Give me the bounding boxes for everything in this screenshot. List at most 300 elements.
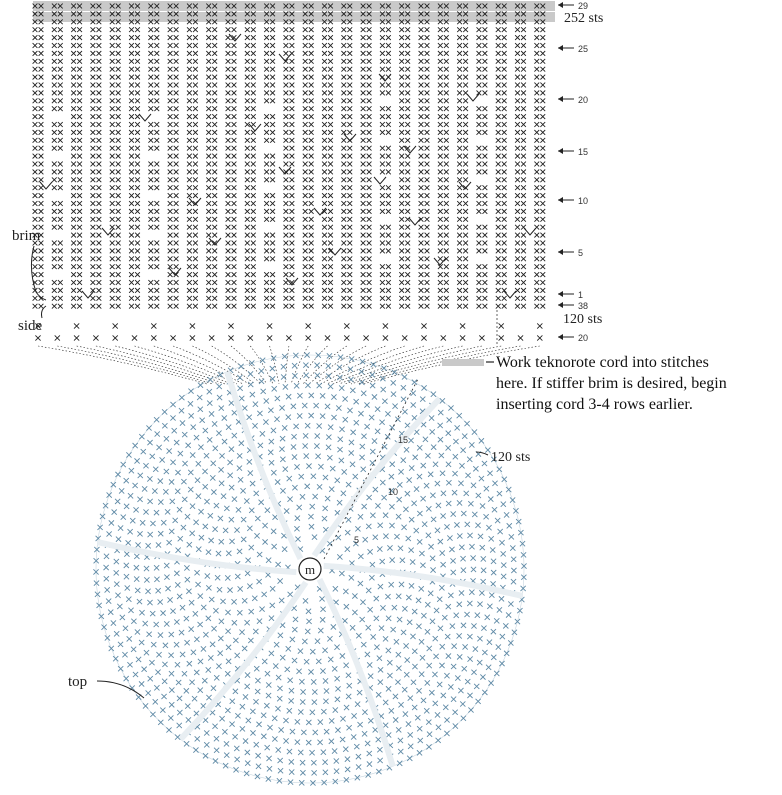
stitch-x-icon <box>251 146 256 151</box>
stitch-x-icon <box>419 114 424 119</box>
top-stitch-icon <box>304 453 309 458</box>
top-stitch-icon <box>280 488 285 493</box>
stitch-x-icon <box>226 106 231 111</box>
stitch-x-icon <box>399 130 404 135</box>
stitch-x-icon <box>168 296 173 301</box>
stitch-x-icon <box>457 162 462 167</box>
stitch-x-icon <box>425 177 430 182</box>
stitch-x-icon <box>212 256 217 261</box>
top-stitch-icon <box>397 617 402 622</box>
stitch-x-icon <box>322 122 327 127</box>
stitch-x-icon <box>264 201 269 206</box>
stitch-x-icon <box>148 27 153 32</box>
stitch-x-icon <box>206 83 211 88</box>
stitch-x-icon <box>33 106 38 111</box>
top-stitch-icon <box>341 491 346 496</box>
top-stitch-icon <box>294 424 299 429</box>
stitch-x-icon <box>251 170 256 175</box>
top-stitch-icon <box>213 758 218 763</box>
stitch-x-icon <box>347 27 352 32</box>
arrow-20-left-arrow-icon <box>558 96 574 102</box>
stitch-x-icon <box>71 122 76 127</box>
stitch-x-icon <box>483 288 488 293</box>
stitch-x-icon <box>444 249 449 254</box>
top-stitch-icon <box>319 596 324 601</box>
stitch-x-icon <box>341 122 346 127</box>
top-stitch-icon <box>243 738 248 743</box>
stitch-x-icon <box>303 264 308 269</box>
top-stitch-icon <box>383 723 388 728</box>
stitch-x-icon <box>154 138 159 143</box>
stitch-x-icon <box>148 170 153 175</box>
top-stitch-icon <box>439 663 444 668</box>
stitch-x-icon <box>367 35 372 40</box>
row-number-38: 38 <box>578 301 589 311</box>
stitch-x-icon <box>168 193 173 198</box>
top-stitch-icon <box>461 568 466 573</box>
top-stitch-icon <box>177 723 182 728</box>
stitch-x-icon <box>347 177 352 182</box>
stitch-x-icon <box>232 201 237 206</box>
stitch-x-icon <box>270 114 275 119</box>
top-stitch-icon <box>154 685 159 690</box>
stitch-x-icon <box>91 51 96 56</box>
stitch-x-icon <box>284 288 289 293</box>
stitch-x-icon <box>168 170 173 175</box>
stitch-x-icon <box>328 83 333 88</box>
stitch-x-icon <box>270 162 275 167</box>
stitch-x-icon <box>383 323 388 328</box>
stitch-x-icon <box>457 241 462 246</box>
top-stitch-icon <box>423 437 428 442</box>
stitch-x-icon <box>270 233 275 238</box>
top-stitch-icon <box>508 601 513 606</box>
stitch-x-icon <box>405 51 410 56</box>
stitch-x-icon <box>116 225 121 230</box>
top-stitch-icon <box>355 526 360 531</box>
top-stitch-icon <box>227 460 232 465</box>
top-stitch-icon <box>303 598 308 603</box>
top-stitch-icon <box>309 750 314 755</box>
stitch-x-icon <box>77 233 82 238</box>
stitch-x-icon <box>399 27 404 32</box>
top-stitch-icon <box>279 447 284 452</box>
top-stitch-icon <box>350 462 355 467</box>
stitch-x-icon <box>303 130 308 135</box>
stitch-x-icon <box>367 288 372 293</box>
increase-icon <box>102 228 114 235</box>
stitch-x-icon <box>361 146 366 151</box>
stitch-x-icon <box>502 256 507 261</box>
stitch-x-icon <box>206 138 211 143</box>
top-stitch-icon <box>484 514 489 519</box>
stitch-x-icon <box>325 335 330 340</box>
stitch-x-icon <box>245 209 250 214</box>
top-stitch-icon <box>225 708 230 713</box>
top-stitch-icon <box>242 646 247 651</box>
top-stitch-icon <box>217 395 222 400</box>
stitch-x-icon <box>540 59 545 64</box>
stitch-x-icon <box>284 75 289 80</box>
top-stitch-icon <box>434 608 439 613</box>
stitch-x-icon <box>496 209 501 214</box>
stitch-x-icon <box>534 177 539 182</box>
stitch-x-icon <box>116 75 121 80</box>
stitch-x-icon <box>463 177 468 182</box>
top-stitch-icon <box>396 727 401 732</box>
stitch-x-icon <box>168 75 173 80</box>
row-number-20: 20 <box>578 95 589 105</box>
stitch-x-icon <box>438 288 443 293</box>
stitch-x-icon <box>303 98 308 103</box>
stitch-x-icon <box>232 138 237 143</box>
stitch-x-icon <box>463 51 468 56</box>
stitch-x-icon <box>419 67 424 72</box>
top-stitch-icon <box>285 667 290 672</box>
top-stitch-icon <box>146 425 151 430</box>
top-stitch-icon <box>249 609 254 614</box>
top-stitch-icon <box>204 453 209 458</box>
stitch-x-icon <box>77 27 82 32</box>
stitch-x-icon <box>341 106 346 111</box>
stitch-x-icon <box>303 185 308 190</box>
stitch-x-icon <box>444 51 449 56</box>
top-stitch-icon <box>318 628 323 633</box>
top-stitch-icon <box>417 539 422 544</box>
stitch-x-icon <box>341 264 346 269</box>
stitch-x-icon <box>540 201 545 206</box>
stitch-x-icon <box>405 130 410 135</box>
stitch-x-icon <box>419 264 424 269</box>
stitch-x-icon <box>303 249 308 254</box>
top-stitch-icon <box>276 675 281 680</box>
top-stitch-icon <box>169 529 174 534</box>
top-stitch-icon <box>356 764 361 769</box>
stitch-x-icon <box>245 225 250 230</box>
stitch-x-icon <box>347 225 352 230</box>
stitch-x-icon <box>444 296 449 301</box>
stitch-x-icon <box>193 43 198 48</box>
top-stitch-icon <box>274 417 279 422</box>
stitch-x-icon <box>251 27 256 32</box>
stitch-x-icon <box>477 43 482 48</box>
stitch-x-icon <box>477 249 482 254</box>
stitch-x-icon <box>77 59 82 64</box>
top-stitch-icon <box>425 680 430 685</box>
stitch-x-icon <box>496 130 501 135</box>
stitch-x-icon <box>193 162 198 167</box>
top-stitch-icon <box>437 597 442 602</box>
stitch-x-icon <box>174 280 179 285</box>
top-stitch-icon <box>142 486 147 491</box>
stitch-x-icon <box>457 98 462 103</box>
stitch-x-icon <box>540 225 545 230</box>
stitch-x-icon <box>212 170 217 175</box>
arrow-25-left-arrow-icon <box>558 45 574 51</box>
top-stitch-icon <box>235 574 240 579</box>
stitch-x-icon <box>174 138 179 143</box>
top-stitch-icon <box>201 646 206 651</box>
stitch-x-icon <box>71 59 76 64</box>
stitch-x-icon <box>425 51 430 56</box>
stitch-x-icon <box>502 162 507 167</box>
stitch-x-icon <box>361 67 366 72</box>
top-stitch-icon <box>487 471 492 476</box>
stitch-x-icon <box>419 27 424 32</box>
top-stitch-icon <box>361 467 366 472</box>
stitch-x-icon <box>264 98 269 103</box>
stitch-x-icon <box>264 177 269 182</box>
stitch-x-icon <box>135 241 140 246</box>
stitch-x-icon <box>187 256 192 261</box>
top-stitch-icon <box>297 505 302 510</box>
stitch-x-icon <box>97 217 102 222</box>
top-stitch-icon <box>119 488 124 493</box>
top-stitch-icon <box>459 590 464 595</box>
stitch-x-icon <box>290 296 295 301</box>
stitch-x-icon <box>39 162 44 167</box>
top-stitch-icon <box>225 610 230 615</box>
top-stitch-icon <box>184 741 189 746</box>
stitch-x-icon <box>232 27 237 32</box>
stitch-x-icon <box>322 154 327 159</box>
stitch-x-icon <box>425 304 430 309</box>
stitch-x-icon <box>419 256 424 261</box>
stitch-x-icon <box>290 225 295 230</box>
stitch-x-icon <box>540 256 545 261</box>
stitch-x-icon <box>39 256 44 261</box>
stitch-x-icon <box>463 241 468 246</box>
stitch-x-icon <box>399 98 404 103</box>
stitch-x-icon <box>187 296 192 301</box>
top-stitch-icon <box>326 363 331 368</box>
stitch-x-icon <box>521 272 526 277</box>
stitch-x-icon <box>270 27 275 32</box>
top-stitch-icon <box>452 644 457 649</box>
top-stitch-icon <box>374 596 379 601</box>
top-stitch-icon <box>486 665 491 670</box>
top-stitch-icon <box>224 753 229 758</box>
stitch-x-icon <box>496 264 501 269</box>
top-stitch-icon <box>487 640 492 645</box>
stitch-x-icon <box>168 59 173 64</box>
stitch-x-icon <box>251 67 256 72</box>
top-stitch-icon <box>477 636 482 641</box>
stitch-x-icon <box>405 106 410 111</box>
top-stitch-icon <box>467 693 472 698</box>
stitch-x-icon <box>463 193 468 198</box>
stitch-x-icon <box>534 264 539 269</box>
stitch-x-icon <box>380 59 385 64</box>
stitch-x-icon <box>463 154 468 159</box>
stitch-x-icon <box>290 146 295 151</box>
top-stitch-icon <box>178 451 183 456</box>
stitch-x-icon <box>515 272 520 277</box>
stitch-x-icon <box>71 177 76 182</box>
top-stitch-icon <box>245 761 250 766</box>
top-stitch-icon <box>198 445 203 450</box>
top-stitch-icon <box>130 518 135 523</box>
stitch-x-icon <box>135 201 140 206</box>
stitch-x-icon <box>328 91 333 96</box>
stitch-x-icon <box>540 272 545 277</box>
stitch-x-icon <box>39 35 44 40</box>
stitch-x-icon <box>52 201 57 206</box>
stitch-x-icon <box>515 193 520 198</box>
stitch-x-icon <box>33 91 38 96</box>
top-stitch-icon <box>481 626 486 631</box>
top-stitch-icon <box>160 708 165 713</box>
stitch-x-icon <box>328 35 333 40</box>
stitch-x-icon <box>361 233 366 238</box>
top-stitch-icon <box>422 522 427 527</box>
stitch-x-icon <box>110 35 115 40</box>
stitch-x-icon <box>496 91 501 96</box>
stitch-x-icon <box>477 296 482 301</box>
stitch-x-icon <box>245 162 250 167</box>
top-stitch-icon <box>441 562 446 567</box>
stitch-x-icon <box>174 91 179 96</box>
stitch-x-icon <box>483 185 488 190</box>
stitch-x-icon <box>438 209 443 214</box>
top-stitch-icon <box>248 470 253 475</box>
top-stitch-icon <box>292 485 297 490</box>
top-stitch-icon <box>386 686 391 691</box>
top-stitch-icon <box>328 425 333 430</box>
stitch-x-icon <box>206 264 211 269</box>
stitch-x-icon <box>540 170 545 175</box>
top-stitch-icon <box>154 510 159 515</box>
top-stitch-icon <box>349 450 354 455</box>
top-stitch-icon <box>196 461 201 466</box>
stitch-x-icon <box>328 217 333 222</box>
stitch-x-icon <box>71 217 76 222</box>
stitch-x-icon <box>77 209 82 214</box>
stitch-x-icon <box>264 217 269 222</box>
top-stitch-icon <box>177 696 182 701</box>
stitch-x-icon <box>399 138 404 143</box>
top-stitch-icon <box>476 493 481 498</box>
top-stitch-icon <box>491 559 496 564</box>
stitch-x-icon <box>91 304 96 309</box>
stitch-x-icon <box>534 304 539 309</box>
top-stitch-icon <box>438 539 443 544</box>
stitch-x-icon <box>270 91 275 96</box>
top-stitch-icon <box>376 692 381 697</box>
top-stitch-icon <box>97 525 102 530</box>
stitch-x-icon <box>110 51 115 56</box>
stitch-x-icon <box>270 177 275 182</box>
stitch-x-icon <box>405 154 410 159</box>
stitch-x-icon <box>206 177 211 182</box>
top-stitch-icon <box>455 675 460 680</box>
top-stitch-icon <box>402 409 407 414</box>
stitch-x-icon <box>39 43 44 48</box>
stitch-x-icon <box>71 162 76 167</box>
top-stitch-icon <box>454 522 459 527</box>
top-stitch-icon <box>343 417 348 422</box>
stitch-x-icon <box>187 185 192 190</box>
top-stitch-icon <box>204 499 209 504</box>
stitch-x-icon <box>322 91 327 96</box>
stitch-x-icon <box>39 91 44 96</box>
stitch-x-icon <box>129 256 134 261</box>
stitch-x-icon <box>251 154 256 159</box>
top-stitch-icon <box>446 431 451 436</box>
stitch-x-icon <box>347 130 352 135</box>
top-stitch-icon <box>237 549 242 554</box>
top-stitch-icon <box>236 507 241 512</box>
top-stitch-icon <box>511 568 516 573</box>
top-stitch-icon <box>262 523 267 528</box>
stitch-x-icon <box>438 138 443 143</box>
stitch-x-icon <box>52 122 57 127</box>
stitch-x-icon <box>168 138 173 143</box>
stitch-x-icon <box>322 193 327 198</box>
stitch-x-icon <box>251 280 256 285</box>
top-stitch-icon <box>455 425 460 430</box>
stitch-x-icon <box>251 241 256 246</box>
stitch-x-icon <box>91 43 96 48</box>
top-stitch-icon <box>399 582 404 587</box>
top-stitch-icon <box>378 523 383 528</box>
connector-line <box>297 346 328 384</box>
top-stitch-icon <box>147 600 152 605</box>
top-stitch-icon <box>436 725 441 730</box>
top-stitch-icon <box>321 709 326 714</box>
stitch-x-icon <box>521 209 526 214</box>
stitch-x-icon <box>463 280 468 285</box>
top-stitch-icon <box>317 484 322 489</box>
stitch-x-icon <box>212 249 217 254</box>
stitch-x-icon <box>367 177 372 182</box>
stitch-x-icon <box>245 51 250 56</box>
top-stitch-icon <box>407 756 412 761</box>
top-stitch-icon <box>450 558 455 563</box>
top-stitch-icon <box>476 699 481 704</box>
stitch-x-icon <box>361 106 366 111</box>
stitch-x-icon <box>322 217 327 222</box>
top-stitch-icon <box>453 723 458 728</box>
stitch-x-icon <box>77 241 82 246</box>
top-stitch-icon <box>194 520 199 525</box>
stitch-x-icon <box>328 98 333 103</box>
top-stitch-icon <box>487 604 492 609</box>
top-stitch-icon <box>336 405 341 410</box>
stitch-x-icon <box>386 59 391 64</box>
stitch-x-icon <box>367 91 372 96</box>
stitch-x-icon <box>502 98 507 103</box>
stitch-x-icon <box>361 193 366 198</box>
stitch-x-icon <box>168 27 173 32</box>
stitch-x-icon <box>174 75 179 80</box>
stitch-x-icon <box>341 201 346 206</box>
stitch-x-icon <box>367 146 372 151</box>
stitch-x-icon <box>193 106 198 111</box>
stitch-x-icon <box>534 209 539 214</box>
top-stitch-icon <box>125 585 130 590</box>
stitch-x-icon <box>521 177 526 182</box>
stitch-x-icon <box>168 43 173 48</box>
stitch-x-icon <box>290 138 295 143</box>
top-stitch-icon <box>408 696 413 701</box>
top-stitch-icon <box>214 503 219 508</box>
stitch-x-icon <box>534 241 539 246</box>
stitch-x-icon <box>367 241 372 246</box>
stitch-x-icon <box>405 256 410 261</box>
stitch-x-icon <box>206 106 211 111</box>
stitch-x-icon <box>347 209 352 214</box>
